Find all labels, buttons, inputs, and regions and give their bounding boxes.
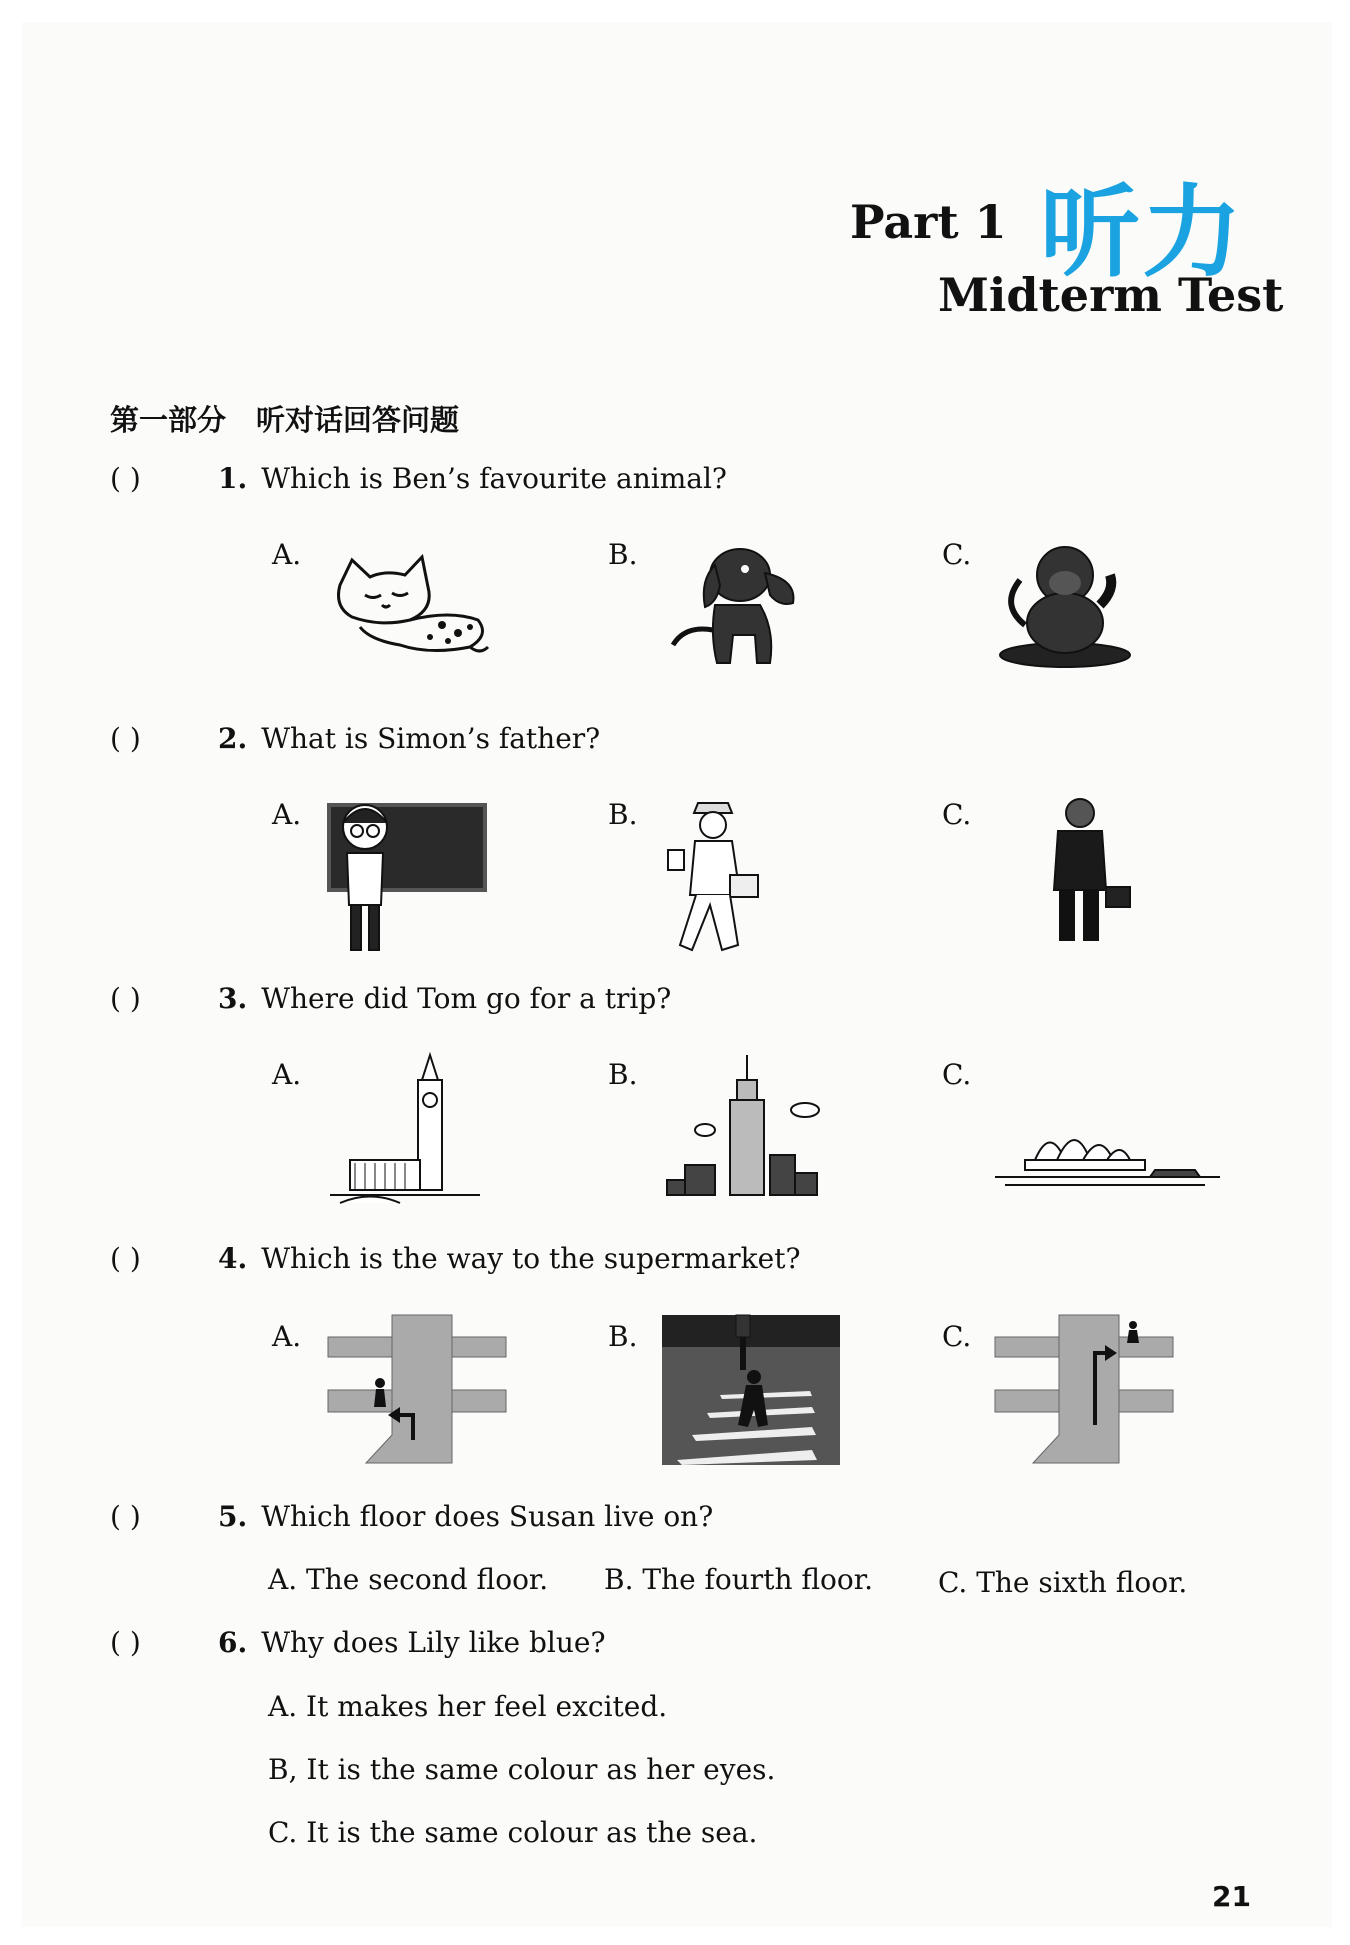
question-text: Which floor does Susan live on? <box>261 1500 714 1533</box>
option-b[interactable]: B, It is the same colour as her eyes. <box>268 1753 776 1786</box>
question-6 <box>110 1626 605 1659</box>
section-heading <box>110 398 459 439</box>
question-text: Why does Lily like blue? <box>261 1626 606 1659</box>
option-label-a: A. <box>272 538 302 571</box>
option-c[interactable]: C. The sixth floor. <box>938 1566 1188 1599</box>
big-ben-icon[interactable] <box>330 1055 480 1205</box>
question-number: 5. <box>218 1500 248 1533</box>
question-3 <box>110 982 671 1015</box>
answer-blank[interactable]: ( ) <box>110 462 141 495</box>
question-5 <box>110 1500 713 1533</box>
option-label-a: A. <box>272 798 302 831</box>
option-label-c: C. <box>942 1320 972 1353</box>
option-label-c: C. <box>942 798 972 831</box>
question-2 <box>110 722 600 755</box>
option-label-b: B. <box>608 538 638 571</box>
option-label-b: B. <box>608 798 638 831</box>
option-label-a: A. <box>272 1058 302 1091</box>
question-number: 1. <box>218 462 248 495</box>
option-b[interactable]: B. The fourth floor. <box>604 1563 873 1596</box>
option-c[interactable]: C. It is the same colour as the sea. <box>268 1816 758 1849</box>
opera-house-icon[interactable] <box>995 1115 1220 1195</box>
part-label: Part 1 <box>850 195 1007 249</box>
section-label: 第一部分 <box>110 403 227 437</box>
option-a[interactable]: A. It makes her feel excited. <box>268 1690 668 1723</box>
dog-icon[interactable] <box>665 535 805 670</box>
answer-blank[interactable]: ( ) <box>110 722 141 755</box>
question-text: Where did Tom go for a trip? <box>261 982 672 1015</box>
option-label-b: B. <box>608 1058 638 1091</box>
option-label-b: B. <box>608 1320 638 1353</box>
monkey-icon[interactable] <box>995 535 1135 670</box>
question-text: What is Simon’s father? <box>261 722 601 755</box>
option-label-c: C. <box>942 538 972 571</box>
question-number: 4. <box>218 1242 248 1275</box>
cat-icon[interactable] <box>330 535 490 655</box>
answer-blank[interactable]: ( ) <box>110 1500 141 1533</box>
option-a[interactable]: A. The second floor. <box>268 1563 549 1596</box>
answer-blank[interactable]: ( ) <box>110 982 141 1015</box>
road-map-c-icon[interactable] <box>995 1315 1173 1463</box>
road-map-a-icon[interactable] <box>328 1315 506 1463</box>
crosswalk-icon[interactable] <box>662 1315 840 1465</box>
title-chinese: 听力 <box>1040 174 1244 291</box>
skyscraper-icon[interactable] <box>665 1055 825 1200</box>
postman-icon[interactable] <box>660 795 770 960</box>
answer-blank[interactable]: ( ) <box>110 1626 141 1659</box>
question-4 <box>110 1242 800 1275</box>
option-label-c: C. <box>942 1058 972 1091</box>
businessman-icon[interactable] <box>1040 795 1135 945</box>
test-title: Midterm Test <box>938 268 1284 322</box>
question-text: Which is Ben’s favourite animal? <box>261 462 727 495</box>
question-number: 6. <box>218 1626 248 1659</box>
section-title: 听对话回答问题 <box>256 403 460 437</box>
teacher-icon[interactable] <box>325 795 490 955</box>
question-text: Which is the way to the supermarket? <box>261 1242 801 1275</box>
page-number: 21 <box>1212 1880 1251 1913</box>
option-label-a: A. <box>272 1320 302 1353</box>
question-number: 3. <box>218 982 248 1015</box>
question-number: 2. <box>218 722 248 755</box>
answer-blank[interactable]: ( ) <box>110 1242 141 1275</box>
question-1 <box>110 462 727 495</box>
